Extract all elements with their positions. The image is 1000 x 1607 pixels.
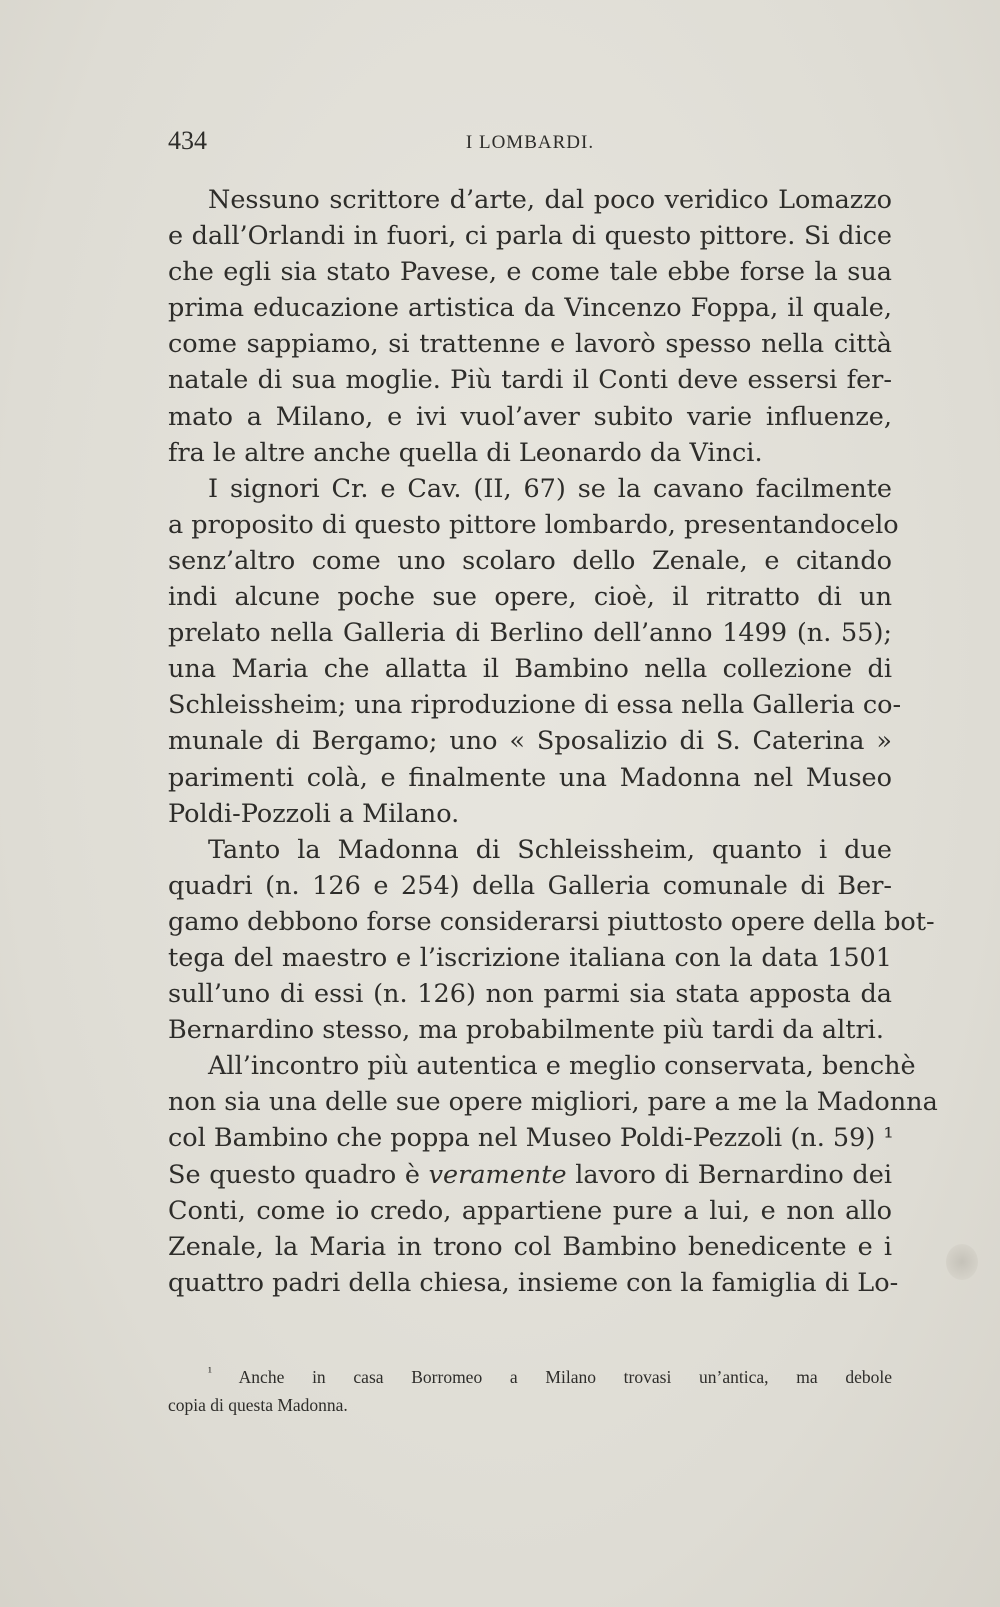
text-line: sull’uno di essi (n. 126) non parmi sia stata apposta da [168, 979, 892, 1010]
text-line: Nessuno scrittore d’arte, dal poco veridico Lomazzo [208, 185, 892, 215]
text-line: e dall’Orlandi in fuori, ci parla di questo pittore. Si dice [168, 221, 892, 252]
footnote-line [168, 1358, 892, 1391]
text-line: senz’altro come uno scolaro dello Zenale, e citando [168, 545, 892, 576]
footnote-mark: ¹ [208, 1364, 212, 1379]
text-line: I signori Cr. e Cav. (II, 67) se la cavano facilmente [208, 473, 892, 504]
text-line: Zenale, la Maria in trono col Bambino benedicente e i [168, 1231, 892, 1262]
text-line-with-italic [168, 1157, 892, 1193]
text-line: munale di Bergamo; uno « Sposalizio di S. Caterina » [168, 726, 892, 757]
footnote-line: copia di questa Madonna. [168, 1394, 348, 1415]
paper-stain [946, 1244, 978, 1280]
text-line: prima educazione artistica da Vincenzo Foppa, il quale, [168, 293, 892, 324]
body-text [168, 182, 938, 1301]
text-line: tega del maestro e l’iscrizione italiana con la data 1501 [168, 942, 892, 973]
page-header [168, 126, 892, 166]
text-line: come sappiamo, si trattenne e lavorò spesso nella città [168, 329, 892, 360]
text-fragment: lavoro di Bernardino dei [575, 1159, 893, 1190]
text-line: mato a Milano, e ivi vuol’aver subito varie influenze, [168, 401, 892, 432]
text-line: indi alcune poche sue opere, cioè, il ritratto di un [168, 582, 892, 613]
text-line: quadri (n. 126 e 254) della Galleria comunale di Ber- [168, 870, 892, 901]
text-line: All’incontro più autentica e meglio conservata, benchè [208, 1051, 916, 1082]
text-line: Bernardino stesso, ma probabilmente più tardi da altri. [168, 1015, 884, 1046]
footnote [168, 1358, 892, 1419]
text-line: Schleissheim; una riproduzione di essa nella Galleria co- [168, 690, 902, 721]
footnote-text: Anche in casa Borromeo a Milano trovasi un’antica, ma debole [238, 1366, 892, 1387]
text-line: quattro padri della chiesa, insieme con la famiglia di Lo- [168, 1267, 899, 1298]
text-line: gamo debbono forse considerarsi piuttosto opere della bot- [168, 906, 935, 937]
running-head: I LOMBARDI. [465, 132, 595, 153]
text-line: a proposito di questo pittore lombardo, presentandocelo [168, 509, 899, 540]
italic-word: veramente [428, 1159, 567, 1190]
text-line: Poldi-Pozzoli a Milano. [168, 798, 460, 829]
text-line: prelato nella Galleria di Berlino dell’anno 1499 (n. 55); [168, 618, 892, 649]
text-line: che egli sia stato Pavese, e come tale ebbe forse la sua [168, 257, 892, 288]
text-line: parimenti colà, e finalmente una Madonna nel Museo [168, 762, 892, 793]
text-line: una Maria che allatta il Bambino nella collezione di [168, 654, 892, 685]
page-number: 434 [168, 126, 207, 155]
text-line: Tanto la Madonna di Schleissheim, quanto i due [208, 834, 892, 865]
text-line: fra le altre anche quella di Leonardo da Vinci. [168, 437, 763, 468]
text-line: non sia una delle sue opere migliori, pare a me la Madonna [168, 1087, 938, 1118]
text-line: natale di sua moglie. Più tardi il Conti deve essersi fer- [168, 365, 892, 396]
text-line: Conti, come io credo, appartiene pure a lui, e non allo [168, 1195, 892, 1226]
text-fragment: Se questo quadro è [168, 1159, 420, 1190]
text-line: col Bambino che poppa nel Museo Poldi-Pezzoli (n. 59) ¹ [168, 1123, 894, 1154]
